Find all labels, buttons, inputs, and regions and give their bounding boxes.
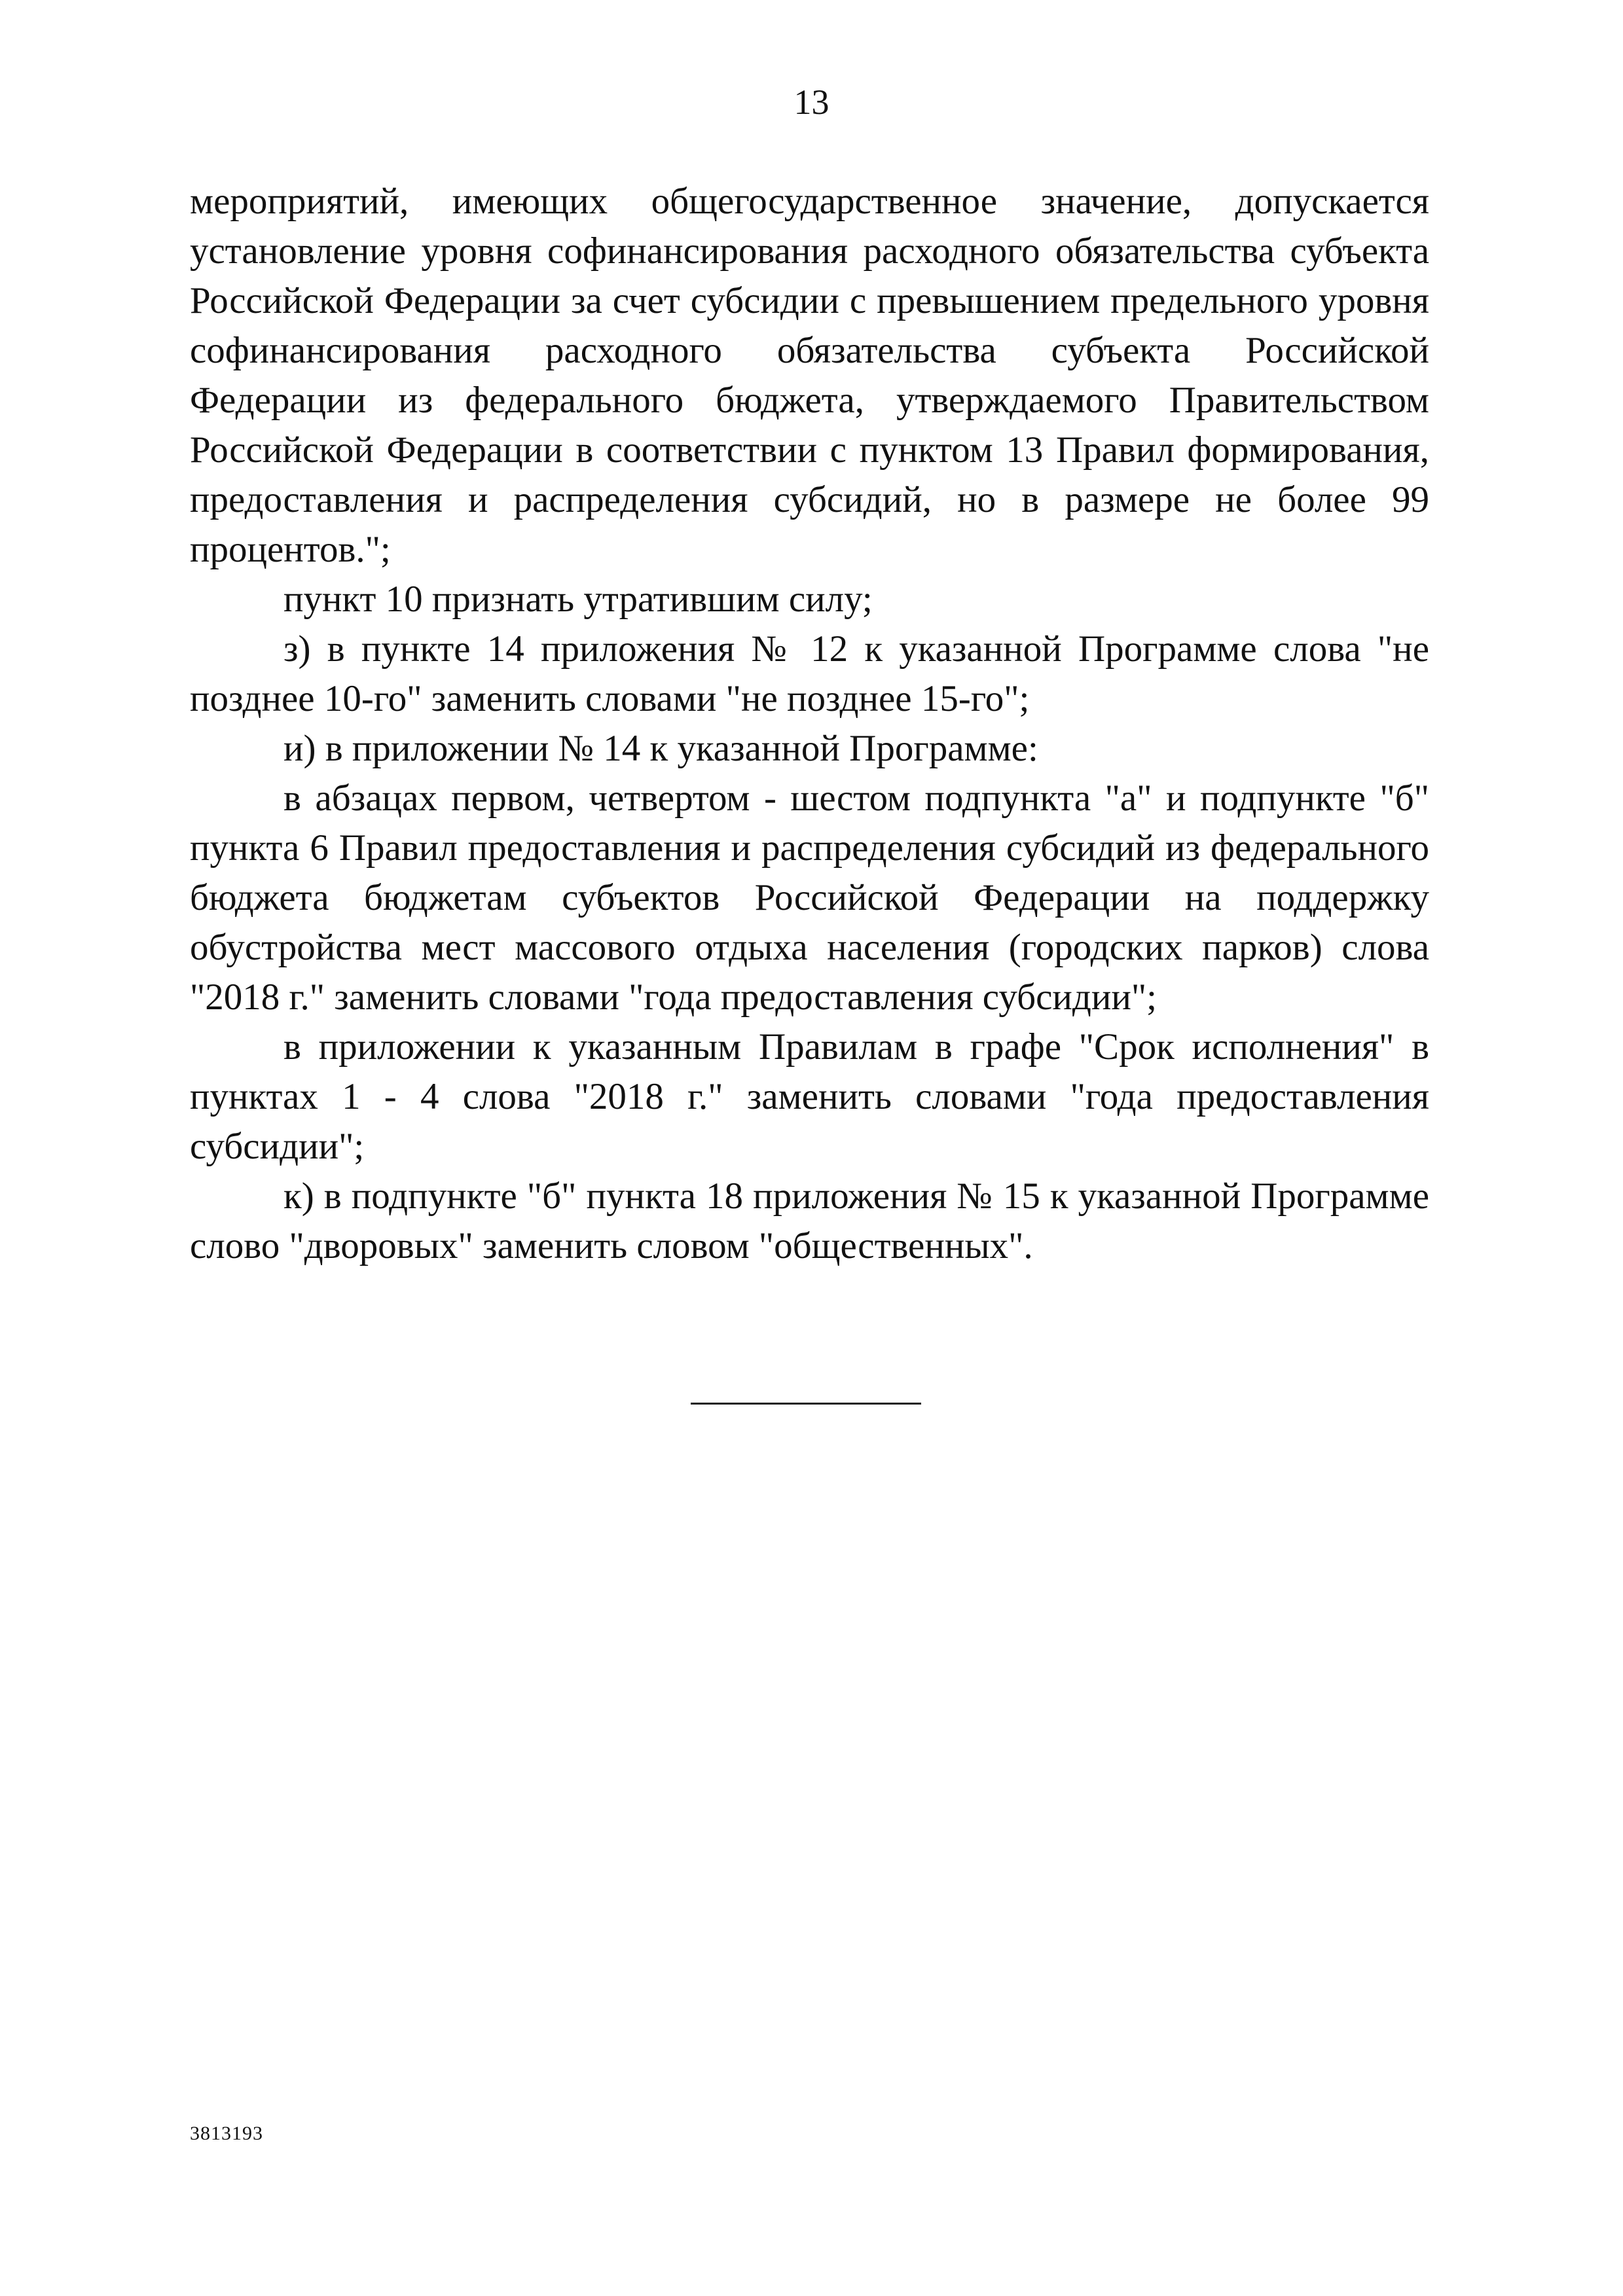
document-body (190, 177, 1429, 1271)
paragraph-item-i-first-change: в абзацах первом, четвертом - шестом подпункта "а" и подпункте "б" пункта 6 Правил предоставления и распределения субсидий из федерального бюджета бюджетам субъектов Российской Федерации на поддержку обустройства мест массового отдыха населения (городских парков) слова "2018 г." заменить словами "года предоставления субсидии"; (190, 778, 1429, 1018)
paragraph-item-i: и) в приложении № 14 к указанной Программе: (283, 728, 1038, 769)
paragraph-item-z: з) в пункте 14 приложения № 12 к указанной Программе слова "не позднее 10-го" заменить словами "не позднее 15-го"; (190, 628, 1429, 719)
page-number: 13 (793, 82, 830, 122)
document-code: 3813193 (190, 2123, 263, 2144)
paragraph-continuation: мероприятий, имеющих общегосударственное значение, допускается установление уровня софинансирования расходного обязательства субъекта Российской Федерации за счет субсидии с превышением предельного уровня софинансирования расходного обязательства субъекта Российской Федерации из федерального бюджета, утверждаемого Правительством Российской Федерации в соответствии с пунктом 13 Правил формирования, предоставления и распределения субсидий, но в размере не более 99 процентов."; (190, 181, 1429, 570)
paragraph-item-i-second-change: в приложении к указанным Правилам в графе "Срок исполнения" в пунктах 1 - 4 слова "2018 г." заменить словами "года предоставления субсидии"; (190, 1026, 1429, 1167)
paragraph-item-k: к) в подпункте "б" пункта 18 приложения № 15 к указанной Программе слово "дворовых" заменить словом "общественных". (190, 1175, 1429, 1266)
paragraph-item-10-repeal: пункт 10 признать утратившим силу; (283, 579, 873, 620)
end-of-text-rule (691, 1403, 921, 1405)
